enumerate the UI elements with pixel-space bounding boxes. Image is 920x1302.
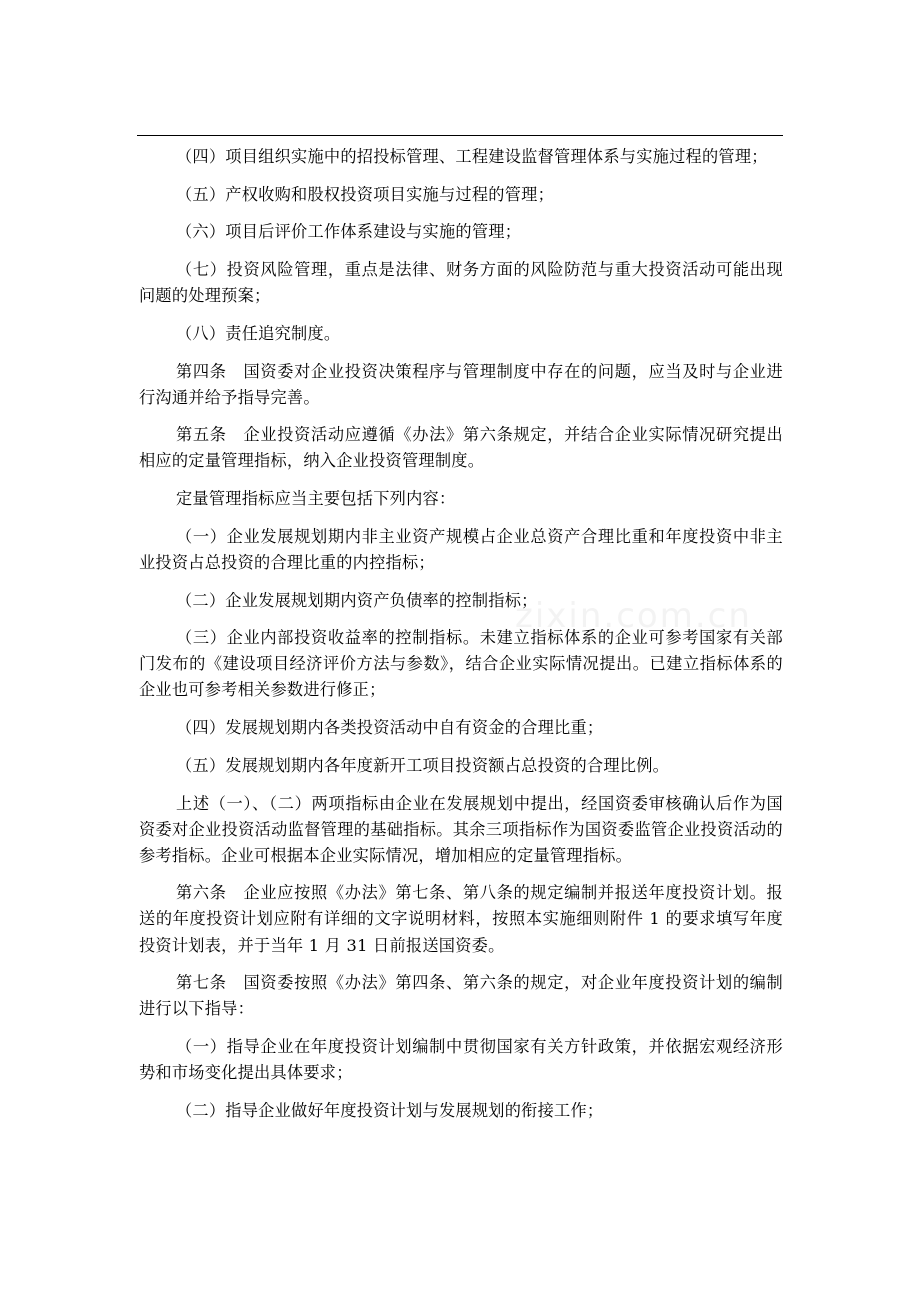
indicator-item-3: （三）企业内部投资收益率的控制指标。未建立指标体系的企业可参考国家有关部门发布的《建设项目经济评价方法与参数》，结合企业实际情况提出。已建立指标体系的企业也可参考相关参数进行修正； [139,628,783,700]
paragraph-item-4: （四）项目组织实施中的招投标管理、工程建设监督管理体系与实施过程的管理； [176,147,768,166]
indicator-item-2: （二）企业发展规划期内资产负债率的控制指标； [176,590,538,610]
article-7: 第七条 国资委按照《办法》第四条、第六条的规定，对企业年度投资计划的编制进行以下指导： [139,973,783,1019]
header-rule [137,135,783,136]
article-4: 第四条 国资委对企业投资决策程序与管理制度中存在的问题，应当及时与企业进行沟通并给予指导完善。 [139,361,783,407]
guidance-item-1: （一）指导企业在年度投资计划编制中贯彻国家有关方针政策，并依据宏观经济形势和市场变化提出具体要求； [139,1037,783,1083]
quantitative-indicators-intro: 定量管理指标应当主要包括下列内容： [176,489,456,509]
paragraph-item-6: （六）项目后评价工作体系建设与实施的管理； [176,222,522,242]
paragraph-item-8: （八）责任追究制度。 [176,323,341,343]
watermark: zixin.com.cn [515,596,752,636]
guidance-item-2: （二）指导企业做好年度投资计划与发展规划的衔接工作； [176,1100,604,1120]
paragraph-item-5: （五）产权收购和股权投资项目实施与过程的管理； [176,184,555,204]
indicator-summary: 上述（一）、（二）两项指标由企业在发展规划中提出，经国资委审核确认后作为国资委对企业投资活动监督管理的基础指标。其余三项指标作为国资委监管企业投资活动的参考指标。企业可根据本企业实际情况，增加相应的定量管理指标。 [139,793,783,865]
indicator-item-4: （四）发展规划期内各类投资活动中自有资金的合理比重； [176,718,604,738]
document-body [139,144,783,1136]
indicator-item-5: （五）发展规划期内各年度新开工项目投资额占总投资的合理比例。 [176,755,670,775]
paragraph-item-7: （七）投资风险管理，重点是法律、财务方面的风险防范与重大投资活动可能出现问题的处理预案； [139,260,783,306]
indicator-item-1: （一）企业发展规划期内非主业资产规模占企业总资产合理比重和年度投资中非主业投资占总投资的合理比重的内控指标； [139,526,783,572]
article-5: 第五条 企业投资活动应遵循《办法》第六条规定，并结合企业实际情况研究提出相应的定量管理指标，纳入企业投资管理制度。 [139,425,783,471]
article-6: 第六条 企业应按照《办法》第七条、第八条的规定编制并报送年度投资计划。报送的年度投资计划应附有详细的文字说明材料，按照本实施细则附件 1 的要求填写年度投资计划表，并于当年 1 月 31 日前报送国资委。 [139,883,783,955]
